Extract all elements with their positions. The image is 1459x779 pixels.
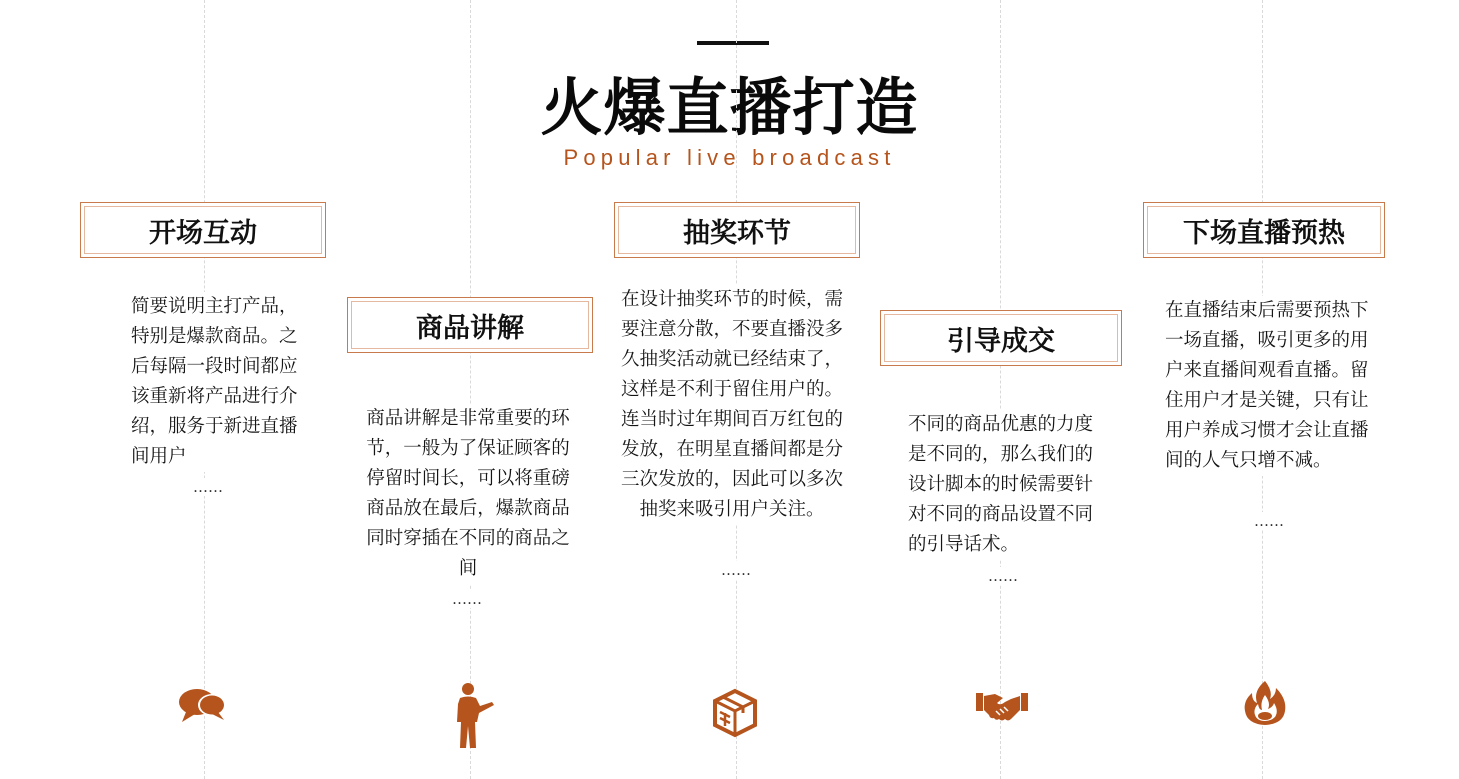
step-title-box	[614, 202, 860, 258]
title-accent-bar	[697, 41, 769, 45]
step-description: 不同的商品优惠的力度是不同的，那么我们的设计脚本的时候需要针对不同的商品设置不同的引导话术。	[908, 410, 1094, 560]
page-subtitle: Popular live broadcast	[563, 145, 896, 170]
more-ellipsis: ……	[983, 567, 1023, 585]
chat-bubbles-icon	[178, 686, 228, 726]
step-title-box	[880, 310, 1122, 366]
step-description: 在设计抽奖环节的时候，需要注意分散，不要直播没多久抽奖活动就已经结束了，这样是不利于留住用户的。连当时过年期间百万红包的发放，在明星直播间都是分三次发放的，因此可以多次抽奖来吸引用户关注。	[621, 285, 843, 525]
connector-line	[1000, 0, 1001, 779]
step-title-box	[1143, 202, 1385, 258]
presenter-icon	[452, 682, 496, 750]
more-ellipsis: ……	[188, 478, 228, 496]
more-ellipsis: ……	[1249, 512, 1289, 530]
step-title: 引导成交	[947, 325, 1055, 357]
connector-line	[470, 0, 471, 779]
handshake-icon	[975, 689, 1029, 725]
more-ellipsis: ……	[447, 590, 487, 608]
step-title: 下场直播预热	[1183, 217, 1345, 249]
page-title: 火爆直播打造	[540, 71, 919, 144]
step-title-box	[80, 202, 326, 258]
step-description: 在直播结束后需要预热下一场直播，吸引更多的用户来直播间观看直播。留住用户才是关键，只有让用户养成习惯才会让直播间的人气只增不减。	[1165, 296, 1375, 476]
step-description: 简要说明主打产品，特别是爆款商品。之后每隔一段时间都应该重新将产品进行介绍，服务于新进直播间用户	[131, 292, 299, 472]
step-title-box	[347, 297, 593, 353]
flame-icon	[1240, 679, 1290, 727]
more-ellipsis: ……	[716, 561, 756, 579]
step-title: 抽奖环节	[683, 217, 791, 249]
step-title: 开场互动	[149, 217, 257, 249]
prize-box-icon	[712, 688, 758, 738]
step-description: 商品讲解是非常重要的环节，一般为了保证顾客的停留时间长，可以将重磅商品放在最后，爆款商品同时穿插在不同的商品之间	[361, 404, 575, 584]
step-title: 商品讲解	[416, 312, 524, 344]
